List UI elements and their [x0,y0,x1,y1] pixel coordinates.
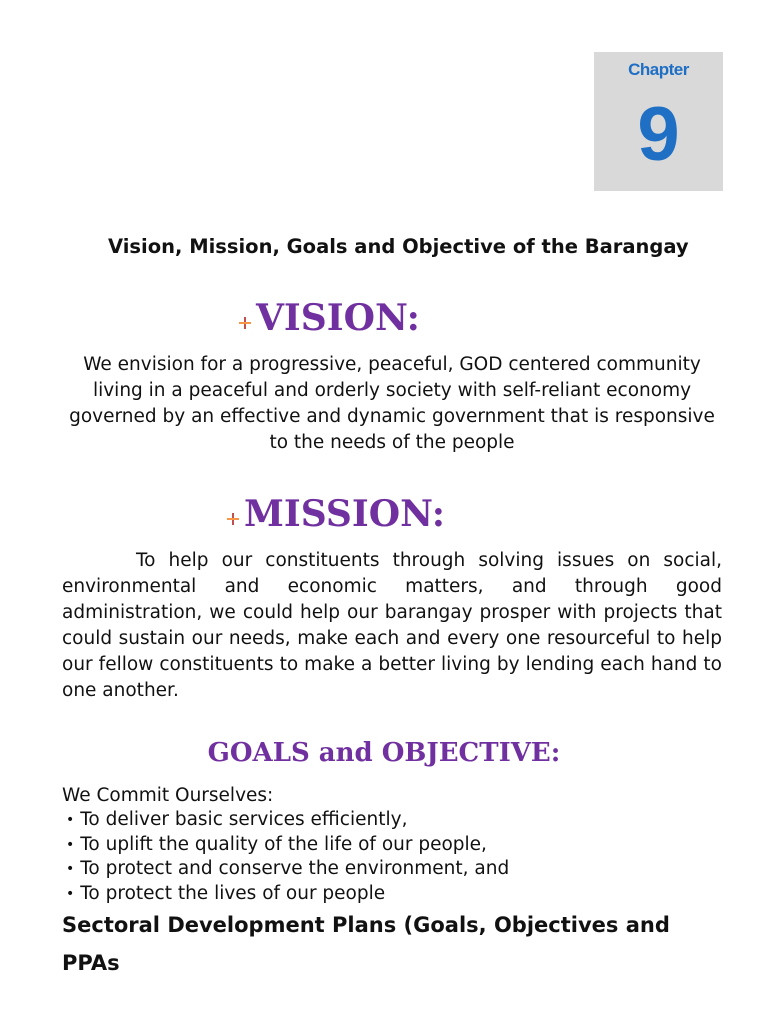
list-item: • To deliver basic services efficiently, [66,808,509,833]
list-item: • To protect the lives of our people [66,882,509,907]
goals-heading: GOALS and OBJECTIVE: [207,738,561,768]
vision-heading [238,297,420,339]
plus-bullet-icon [238,316,252,330]
chapter-box [594,52,723,191]
page-title: Vision, Mission, Goals and Objective of the Barangay [108,235,689,258]
vision-paragraph: We envision for a progressive, peaceful, GOD centered community living in a peaceful and orderly society with self-reliant economy governed by an effective and dynamic government that is responsive to the needs of the people [69,354,715,453]
list-item: • To uplift the quality of the life of our people, [66,833,509,858]
mission-heading-text: MISSION: [244,493,446,535]
sectoral-heading: Sectoral Development Plans (Goals, Objectives and PPAs [62,913,670,975]
mission-heading [226,493,445,535]
vision-heading-text: VISION: [256,297,420,339]
chapter-number: 9 [637,92,680,177]
mission-paragraph: To help our constituents through solving issues on social, environmental and economic matters, and through good administration, we could help our barangay prosper with projects that could sustain our needs, make each and every one resourceful to help our fellow constituents to make a better living by lending each hand to one another. [62,550,722,701]
plus-bullet-icon [226,512,240,526]
goals-list [66,808,509,906]
goals-intro: We Commit Ourselves: [62,785,274,806]
chapter-label: Chapter [628,60,689,79]
list-item: • To protect and conserve the environment, and [66,857,509,882]
